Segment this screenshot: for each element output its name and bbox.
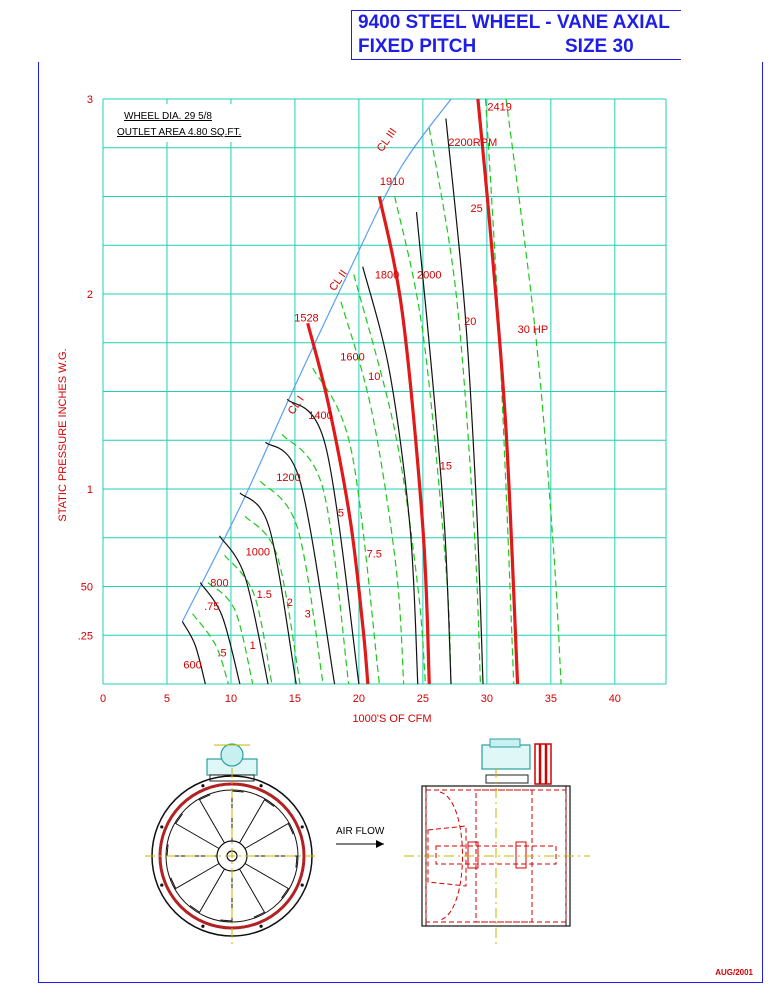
y-tick-label: 3 bbox=[86, 94, 93, 106]
fan-blade bbox=[232, 791, 244, 841]
outlet-area-label: OUTLET AREA 4.80 SQ.FT. bbox=[117, 127, 242, 138]
fan-side-view bbox=[404, 739, 590, 944]
hp-curve-label: 30 HP bbox=[517, 324, 549, 336]
hp-curve-label: .75 bbox=[204, 600, 220, 613]
hp-curve bbox=[208, 583, 253, 684]
title-line-2-right: SIZE 30 bbox=[565, 36, 634, 57]
hp-curve-label: .5 bbox=[217, 647, 227, 660]
airflow-arrow bbox=[336, 826, 385, 848]
rpm-curve-label: 2200RPM bbox=[448, 136, 498, 149]
airflow-label: AIR FLOW bbox=[336, 826, 385, 837]
bolt-hole bbox=[160, 883, 163, 886]
hp-curve-label: 5 bbox=[337, 507, 345, 520]
x-tick-label: 35 bbox=[544, 693, 557, 705]
fan-blade bbox=[245, 864, 288, 899]
rpm-curve bbox=[182, 622, 205, 684]
rpm-curve-label: 2000 bbox=[417, 269, 442, 282]
bolt-hole bbox=[160, 825, 163, 828]
y-tick-label: 50 bbox=[80, 581, 93, 594]
fan-blade bbox=[245, 824, 293, 849]
hp-curve-label: 25 bbox=[470, 203, 483, 216]
fan-blade bbox=[200, 795, 225, 843]
hp-curve-label: 1.5 bbox=[256, 589, 272, 602]
bolt-hole bbox=[201, 784, 204, 787]
x-tick-label: 10 bbox=[224, 693, 238, 705]
fan-front-view bbox=[145, 744, 319, 944]
x-axis-label: 1000'S OF CFM bbox=[352, 713, 432, 725]
y-tick-label: .25 bbox=[77, 630, 93, 643]
y-tick-label: 2 bbox=[86, 289, 93, 301]
wheel-dia-label: WHEEL DIA. 29 5/8 bbox=[124, 111, 212, 122]
hp-curve-label: 2 bbox=[286, 597, 293, 609]
rpm-curve-label: 800 bbox=[210, 577, 229, 590]
hp-curve-label: 3 bbox=[304, 608, 311, 621]
fan-blade bbox=[171, 864, 219, 889]
rpm-curve-label: 1000 bbox=[245, 546, 271, 559]
hp-curve-label: 15 bbox=[439, 460, 453, 473]
x-tick-label: 30 bbox=[480, 693, 493, 705]
x-tick-label: 40 bbox=[608, 693, 621, 705]
title-line-2-left: FIXED PITCH bbox=[358, 36, 477, 57]
rpm-curve-label: 600 bbox=[183, 659, 202, 672]
class-limit-label: CL I bbox=[285, 393, 307, 417]
bolt-hole bbox=[259, 784, 262, 787]
fan-blade bbox=[240, 869, 265, 917]
class-limit-label: CL II bbox=[327, 267, 350, 294]
chart-labels bbox=[78, 94, 621, 705]
x-tick-label: 25 bbox=[416, 693, 430, 705]
date-stamp: AUG/2001 bbox=[715, 968, 753, 977]
rpm-curve-label: 1600 bbox=[340, 351, 365, 364]
fan-blade bbox=[240, 800, 275, 843]
x-tick-label: 0 bbox=[99, 693, 107, 705]
hp-curve-label: 1 bbox=[249, 639, 256, 652]
hp-curve-label: 20 bbox=[464, 316, 477, 329]
bolt-hole bbox=[301, 883, 304, 886]
rpm-curve-label: 2419 bbox=[487, 101, 512, 114]
hp-curve-label: 7.5 bbox=[366, 548, 382, 561]
rpm-curve bbox=[416, 212, 451, 684]
fan-blade bbox=[176, 814, 219, 849]
fan-blade bbox=[247, 856, 297, 868]
x-tick-label: 20 bbox=[352, 693, 366, 705]
hp-curve bbox=[354, 275, 426, 685]
bolt-hole bbox=[259, 925, 262, 928]
y-tick-label: 1 bbox=[86, 484, 93, 496]
bolt-hole bbox=[201, 925, 204, 928]
rpm-curve-label: 1200 bbox=[276, 472, 301, 485]
fan-blade bbox=[220, 871, 232, 921]
title-line-1: 9400 STEEL WHEEL - VANE AXIAL bbox=[358, 12, 670, 33]
hp-curve-label: 10 bbox=[368, 370, 381, 383]
rpm-curve bbox=[287, 399, 359, 684]
fan-blade bbox=[190, 869, 225, 912]
motor-side-icon bbox=[482, 739, 551, 784]
y-axis-label: STATIC PRESSURE INCHES W.G. bbox=[57, 348, 69, 522]
rpm-curve-label: 1800 bbox=[374, 269, 400, 282]
x-tick-label: 15 bbox=[288, 693, 302, 705]
fan-blade bbox=[167, 844, 217, 856]
rpm-curve-label: 1400 bbox=[308, 409, 333, 422]
rpm-curve-label: 1910 bbox=[379, 175, 405, 188]
rpm-curve-label: 1528 bbox=[294, 312, 319, 325]
class-limit-label: CL III bbox=[374, 126, 400, 155]
bolt-hole bbox=[301, 825, 304, 828]
rpm-curve bbox=[363, 267, 418, 684]
rpm-curve bbox=[200, 583, 240, 684]
x-tick-label: 5 bbox=[163, 693, 171, 705]
